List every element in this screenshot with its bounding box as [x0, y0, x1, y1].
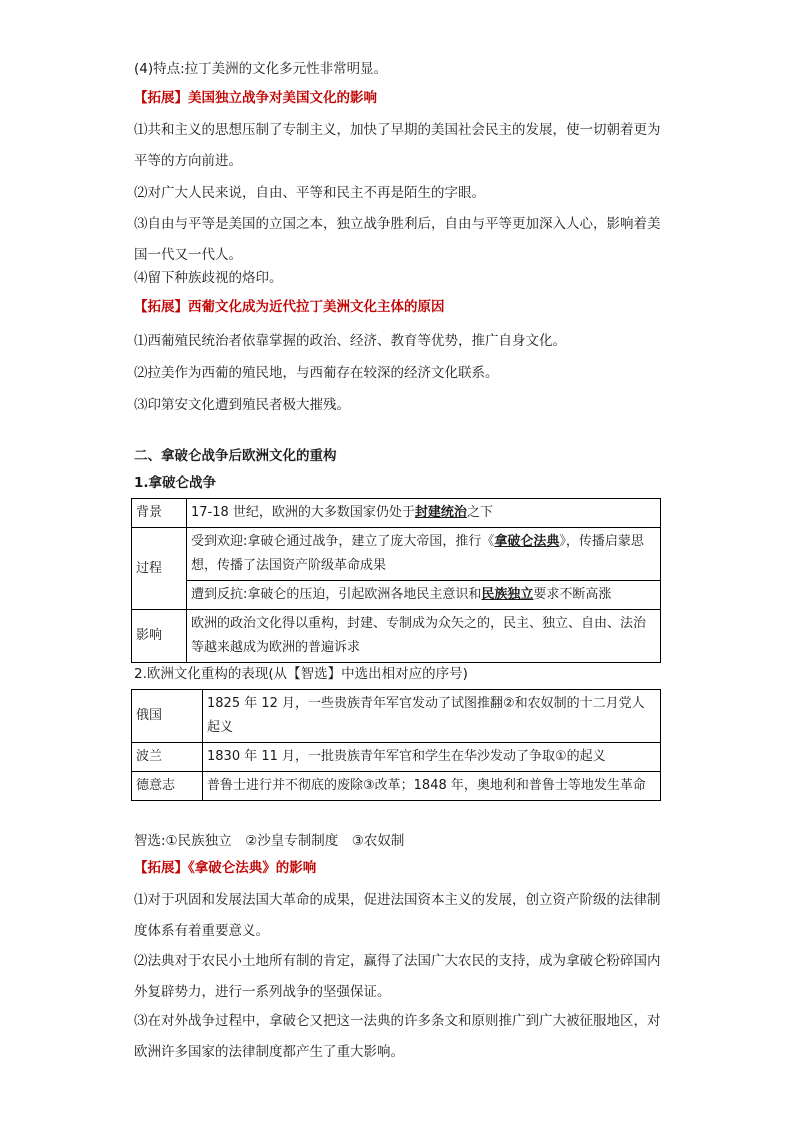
- table-row: [132, 772, 661, 801]
- table-cell: 遭到反抗:拿破仑的压迫，引起欧洲各地民主意识和民族独立要求不断高涨: [187, 581, 661, 610]
- row-label: 德意志: [132, 772, 203, 801]
- table-cell: 17-18 世纪，欧洲的大多数国家仍处于封建统治之下: [187, 499, 661, 528]
- table-row: [132, 743, 661, 772]
- ext3-paragraph-2: ⑵法典对于农民小土地所有制的肯定，赢得了法国广大农民的支持，成为拿破仑粉碎国内外复辟势力，进行一系列战争的坚强保证。: [134, 953, 661, 1000]
- napoleon-war-table: [131, 498, 661, 663]
- extension-title-2: 【拓展】西葡文化成为近代拉丁美洲文化主体的原因: [134, 299, 445, 315]
- section-heading: 二、拿破仑战争后欧洲文化的重构: [134, 448, 337, 464]
- table-row: [132, 610, 661, 663]
- ext3-paragraph-1: ⑴对于巩固和发展法国大革命的成果，促进法国资本主义的发展，创立资产阶级的法律制度体系有着重要意义。: [134, 892, 661, 939]
- table-row: [132, 690, 661, 743]
- subheading-2: 2.欧洲文化重构的表现(从【智选】中选出相对应的序号): [134, 666, 468, 682]
- ext3-paragraph-3: ⑶在对外战争过程中，拿破仑又把这一法典的许多条文和原则推广到广大被征服地区，对欧洲许多国家的法律制度都产生了重大影响。: [134, 1013, 661, 1060]
- table-cell: 受到欢迎:拿破仑通过战争，建立了庞大帝国，推行《拿破仑法典》，传播启蒙思想，传播了法国资产阶级革命成果: [187, 528, 661, 581]
- table-row: [132, 528, 661, 581]
- table-cell: 1825 年 12 月，一些贵族青年军官发动了试图推翻②和农奴制的十二月党人起义: [203, 690, 661, 743]
- subheading-1: 1.拿破仑战争: [134, 475, 217, 491]
- row-label: 背景: [132, 499, 187, 528]
- ext2-paragraph-3: ⑶印第安文化遭到殖民者极大摧残。: [134, 397, 350, 413]
- extension-title-3: 【拓展】《拿破仑法典》的影响: [134, 860, 317, 876]
- answer-underlined: 封建统治: [414, 505, 467, 520]
- ext2-paragraph-2: ⑵拉美作为西葡的殖民地，与西葡存在较深的经济文化联系。: [134, 365, 499, 381]
- ext1-paragraph-1: ⑴共和主义的思想压制了专制主义，加快了早期的美国社会民主的发展，使一切朝着更为平等的方向前进。: [134, 122, 661, 169]
- table-row: [132, 581, 661, 610]
- row-label: 俄国: [132, 690, 203, 743]
- ext2-paragraph-1: ⑴西葡殖民统治者依靠掌握的政治、经济、教育等优势，推广自身文化。: [134, 333, 566, 349]
- answer-underlined: 拿破仑法典: [494, 534, 560, 549]
- row-label: 波兰: [132, 743, 203, 772]
- extension-title-1: 【拓展】美国独立战争对美国文化的影响: [134, 90, 377, 106]
- table-row: [132, 499, 661, 528]
- choice-options: 智选:①民族独立 ②沙皇专制制度 ③农奴制: [134, 833, 405, 849]
- table-cell: 欧洲的政治文化得以重构，封建、专制成为众矢之的，民主、独立、自由、法治等越来越成为欧洲的普遍诉求: [187, 610, 661, 663]
- table-cell: 普鲁士进行并不彻底的废除③改革；1848 年，奥地利和普鲁士等地发生革命: [203, 772, 661, 801]
- ext1-paragraph-4: ⑷留下种族歧视的烙印。: [134, 270, 283, 286]
- ext1-paragraph-2: ⑵对广大人民来说，自由、平等和民主不再是陌生的字眼。: [134, 185, 485, 201]
- ext1-paragraph-3: ⑶自由与平等是美国的立国之本，独立战争胜利后，自由与平等更加深入人心，影响着美国一代又一代人。: [134, 216, 661, 263]
- culture-reconstruction-table: [131, 689, 661, 801]
- answer-underlined: 民族独立: [481, 587, 534, 602]
- row-label: 过程: [132, 528, 187, 610]
- item-4: (4)特点:拉丁美洲的文化多元性非常明显。: [134, 61, 388, 77]
- row-label: 影响: [132, 610, 187, 663]
- table-cell: 1830 年 11 月，一批贵族青年军官和学生在华沙发动了争取①的起义: [203, 743, 661, 772]
